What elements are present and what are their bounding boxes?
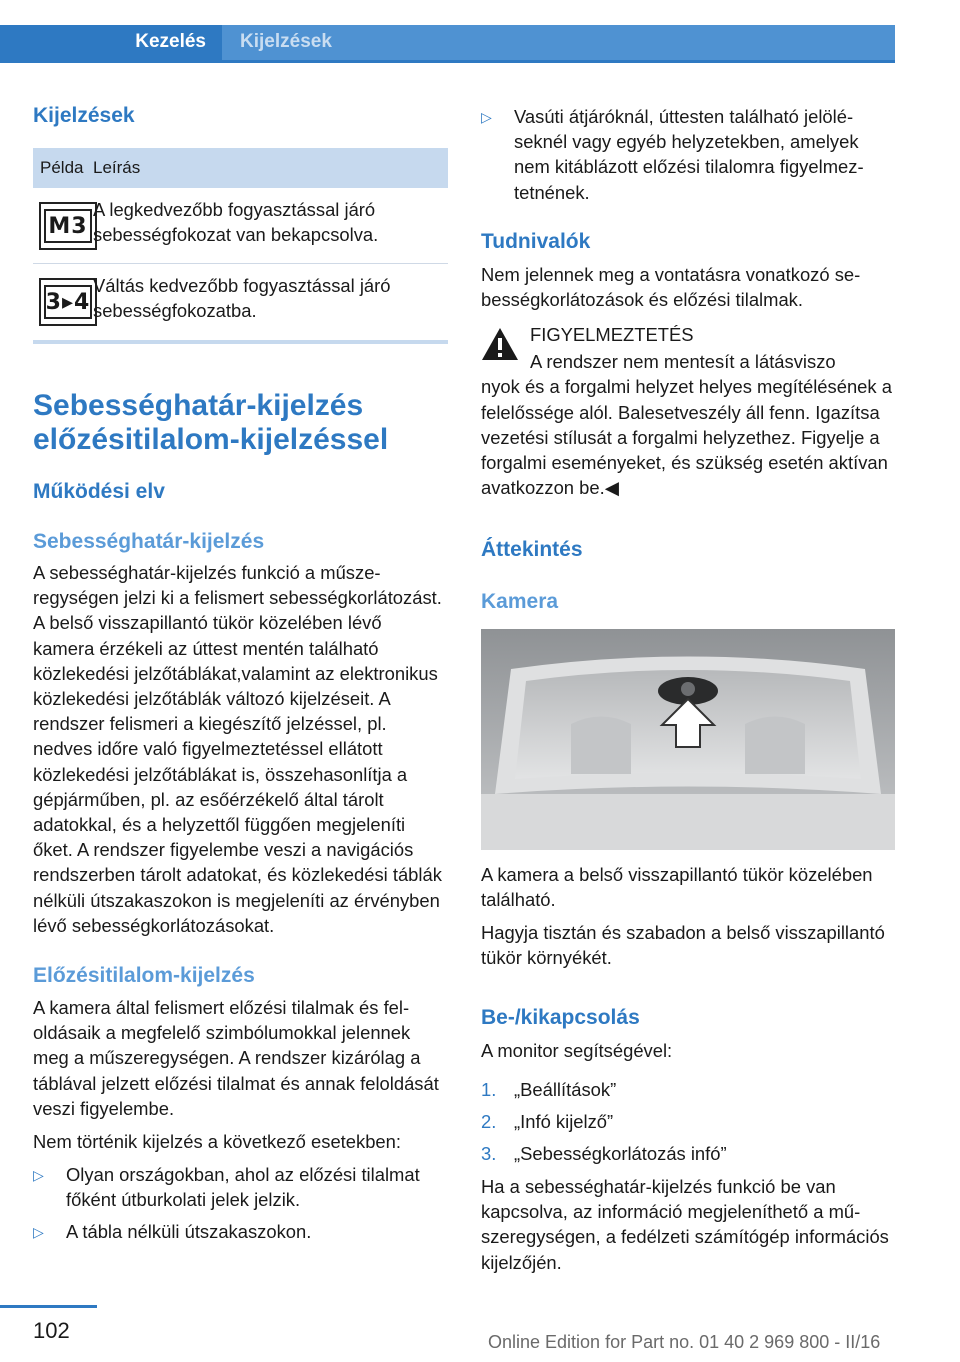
numbered-steps [481,1077,895,1174]
footer-rule [0,1305,97,1308]
table-row [33,264,448,341]
main-heading-line-1: Sebességhatár-kijelzés [33,389,364,422]
list-item [481,104,895,205]
triangle-bullet-icon: ▷ [481,109,492,125]
table-row-description: A legkedvezőbb fogyasztással járó sebességfokozat van bekapcsolva. [93,199,379,246]
main-heading [33,389,453,457]
footer-edition: Online Edition for Part no. 01 40 2 969 800 - II/16 [488,1332,881,1352]
paragraph-monitor: A monitor segítségével: [481,1040,673,1061]
bullet-list-left [33,1162,448,1245]
list-item [481,1077,895,1102]
shift-3-to-4-symbol-label: 3▸4 [44,285,92,319]
tab-kijelzesek[interactable]: Kijelzések [240,31,332,52]
warning-first-line: A rendszer nem mentesít a látásviszo [530,351,836,373]
tab-kezeles-label: Kezelés [135,31,206,52]
page-number: 102 [33,1318,70,1343]
heading-be-kikapcsolas: Be-/kikapcsolás [481,1006,640,1029]
tab-kezeles[interactable] [0,25,222,60]
header-bar [0,25,895,60]
paragraph-tudnivalok: Nem jelennek meg a vontatásra vonatkozó sebességkorlátozások és előzési tilalmak. [481,264,861,311]
list-item [33,1162,448,1212]
step-number: 2. [481,1111,497,1133]
paragraph-kamera-clean: Hagyja tisztán és szabadon a belső visszapillantó tükör környékét. [481,922,885,969]
shift-3-to-4-symbol-icon [39,278,97,326]
table-row [33,188,448,264]
main-heading-line-2: előzésitilalom-kijelzéssel [33,423,389,456]
list-item [481,1109,895,1134]
heading-tudnivalok: Tudnivalók [481,230,591,253]
list-item-text: Olyan országokban, ahol az előzési tilalmat főként útburkolati jelek jelzik. [66,1164,420,1211]
warning-block [481,322,895,500]
heading-elozesitilalom: Előzésitilalom-kijelzés [33,964,255,987]
step-number: 3. [481,1143,497,1165]
section-title-kijelzesek: Kijelzések [33,104,135,127]
step-text: „Beállítások” [514,1079,617,1100]
list-item-text: Vasúti átjáróknál, úttesten található jelöléseknél vagy egyéb helyzetekben, amelyek nem kitáblázott előzési tilalomra figyelmeztetnének. [514,106,864,203]
display-table [33,148,448,341]
step-number: 1. [481,1079,497,1100]
table-header-description: Leírás [93,158,141,177]
gear-m3-symbol-icon [39,202,97,250]
paragraph-final: Ha a sebességhatár-kijelzés funkció be van kapcsolva, az információ megjeleníthető a műszeregységen, a fedélzeti számítógép információs kijelzőjén. [481,1176,889,1273]
table-header-example: Példa [40,158,84,177]
list-item [33,1219,448,1244]
warning-title: FIGYELMEZTETÉS [530,324,694,345]
step-text: „Sebességkorlátozás infó” [514,1143,727,1165]
paragraph-kamera-location: A kamera a belső visszapillantó tükör közelében található. [481,864,873,911]
table-header [33,148,448,188]
triangle-bullet-icon: ▷ [33,1167,44,1183]
header-underline [0,60,895,63]
heading-attekintes: Áttekintés [481,538,583,561]
heading-mukodesi-elv: Működési elv [33,480,165,503]
table-row-description: Váltás kedvezőbb fogyasztással járó sebességfokozatba. [93,275,391,322]
camera-location-image [481,629,895,850]
step-text: „Infó kijelző” [514,1111,614,1133]
paragraph-elozesitilalom: A kamera által felismert előzési tilalmak és feloldásaik a megfelelő szimbólumokkal jelennek meg a műszeregységen. A rendszer kizárólag a táblával jelzett előzési tilalmat és annak feloldását veszi figyelembe. [33,997,439,1119]
gear-m3-symbol-label: M3 [44,209,92,243]
list-item [481,1141,895,1166]
heading-sebessieghatar: Sebességhatár-kijelzés [33,530,265,553]
paragraph-sebessieghatar: A sebességhatár-kijelzés funkció a műszeregységen jelzi ki a felismert sebességkorlátozást. A belső visszapillantó tükör közelében lévő kamera érzékeli az úttest mentén található közlekedési jelzőtáblákat,valamint az elektronikus közlekedési jelzőtáblák változó kijelzéseit. A rendszer felismeri a kiegészítő jelzéssel, pl. nedves időre való figyelmeztetéssel ellátott közlekedési jelzőtáblákat is, összehasonlítja a gépjárműben, pl. az esőérzékelő által tárolt adatokkal, és a helyzettől függően megjeleníti őket. A rendszer figyelembe veszi a navigációs rendszerben tárolt adatokat, és közlekedési táblák nélküli útszakaszokon is megjeleníti az érvényben lévő sebességkorlátozásokat. [33,562,442,936]
table-bottom-rule [33,340,448,344]
list-item-text: A tábla nélküli útszakaszokon. [66,1221,312,1243]
triangle-bullet-icon: ▷ [33,1224,44,1241]
warning-text: nyok és a forgalmi helyzet helyes megítélésének a felelőssége alól. Balesetveszély áll fenn. Igazítsa vezetési stílusát a forgalmi helyzethez. Figyelje a forgalmi eseményeket, és szükség esetén aktívan avatkozzon be.◀ [481,376,892,499]
paragraph-nem-tortenik: Nem történik kijelzés a következő esetekben: [33,1131,401,1152]
heading-kamera: Kamera [481,590,559,613]
